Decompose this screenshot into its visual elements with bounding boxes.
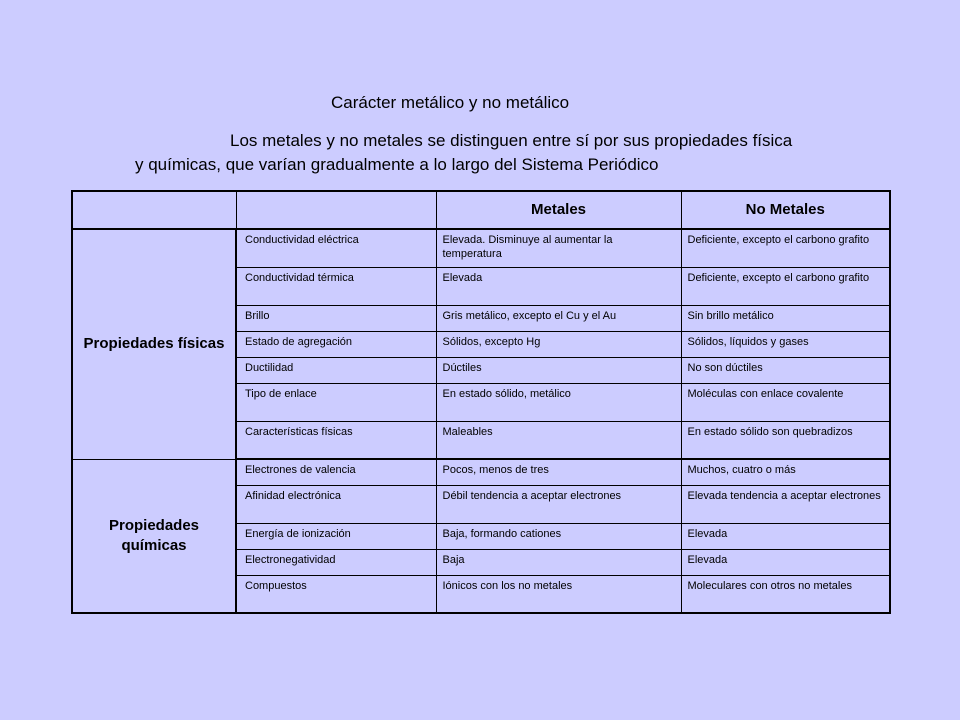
property-cell: Tipo de enlace bbox=[236, 383, 436, 421]
property-cell: Electrones de valencia bbox=[236, 459, 436, 485]
metales-cell: Gris metálico, excepto el Cu y el Au bbox=[436, 305, 681, 331]
header-cell-empty-2 bbox=[236, 191, 436, 229]
table-row bbox=[72, 459, 890, 485]
no-metales-cell: Deficiente, excepto el carbono grafito bbox=[681, 267, 890, 305]
intro-line-1: Los metales y no metales se distinguen entre sí por sus propiedades física bbox=[230, 131, 793, 150]
property-cell: Conductividad eléctrica bbox=[236, 229, 436, 267]
metales-cell: Débil tendencia a aceptar electrones bbox=[436, 485, 681, 523]
group-label: Propiedades químicas bbox=[72, 459, 236, 613]
property-cell: Energía de ionización bbox=[236, 523, 436, 549]
no-metales-cell: Elevada tendencia a aceptar electrones bbox=[681, 485, 890, 523]
property-cell: Compuestos bbox=[236, 575, 436, 613]
metales-cell: Dúctiles bbox=[436, 357, 681, 383]
metales-cell: Sólidos, excepto Hg bbox=[436, 331, 681, 357]
property-cell: Ductilidad bbox=[236, 357, 436, 383]
metales-cell: Maleables bbox=[436, 421, 681, 459]
table-row bbox=[72, 229, 890, 267]
no-metales-cell: Elevada bbox=[681, 523, 890, 549]
header-cell-no-metales: No Metales bbox=[681, 191, 890, 229]
metales-cell: En estado sólido, metálico bbox=[436, 383, 681, 421]
no-metales-cell: No son dúctiles bbox=[681, 357, 890, 383]
metales-cell: Elevada bbox=[436, 267, 681, 305]
metales-cell: Elevada. Disminuye al aumentar la temperatura bbox=[436, 229, 681, 267]
metales-cell: Baja bbox=[436, 549, 681, 575]
intro-line-2: y químicas, que varían gradualmente a lo largo del Sistema Periódico bbox=[135, 155, 659, 174]
header-cell-empty-1 bbox=[72, 191, 236, 229]
table-header-row bbox=[72, 191, 890, 229]
no-metales-cell: En estado sólido son quebradizos bbox=[681, 421, 890, 459]
no-metales-cell: Muchos, cuatro o más bbox=[681, 459, 890, 485]
group-label: Propiedades físicas bbox=[72, 229, 236, 459]
no-metales-cell: Deficiente, excepto el carbono grafito bbox=[681, 229, 890, 267]
properties-table bbox=[71, 190, 891, 614]
property-cell: Estado de agregación bbox=[236, 331, 436, 357]
metales-cell: Iónicos con los no metales bbox=[436, 575, 681, 613]
metales-cell: Baja, formando cationes bbox=[436, 523, 681, 549]
no-metales-cell: Moleculares con otros no metales bbox=[681, 575, 890, 613]
metales-cell: Pocos, menos de tres bbox=[436, 459, 681, 485]
no-metales-cell: Sin brillo metálico bbox=[681, 305, 890, 331]
page-title: Carácter metálico y no metálico bbox=[331, 93, 570, 112]
header-cell-metales: Metales bbox=[436, 191, 681, 229]
property-cell: Conductividad térmica bbox=[236, 267, 436, 305]
no-metales-cell: Sólidos, líquidos y gases bbox=[681, 331, 890, 357]
property-cell: Electronegatividad bbox=[236, 549, 436, 575]
no-metales-cell: Elevada bbox=[681, 549, 890, 575]
property-cell: Características físicas bbox=[236, 421, 436, 459]
no-metales-cell: Moléculas con enlace covalente bbox=[681, 383, 890, 421]
property-cell: Afinidad electrónica bbox=[236, 485, 436, 523]
property-cell: Brillo bbox=[236, 305, 436, 331]
